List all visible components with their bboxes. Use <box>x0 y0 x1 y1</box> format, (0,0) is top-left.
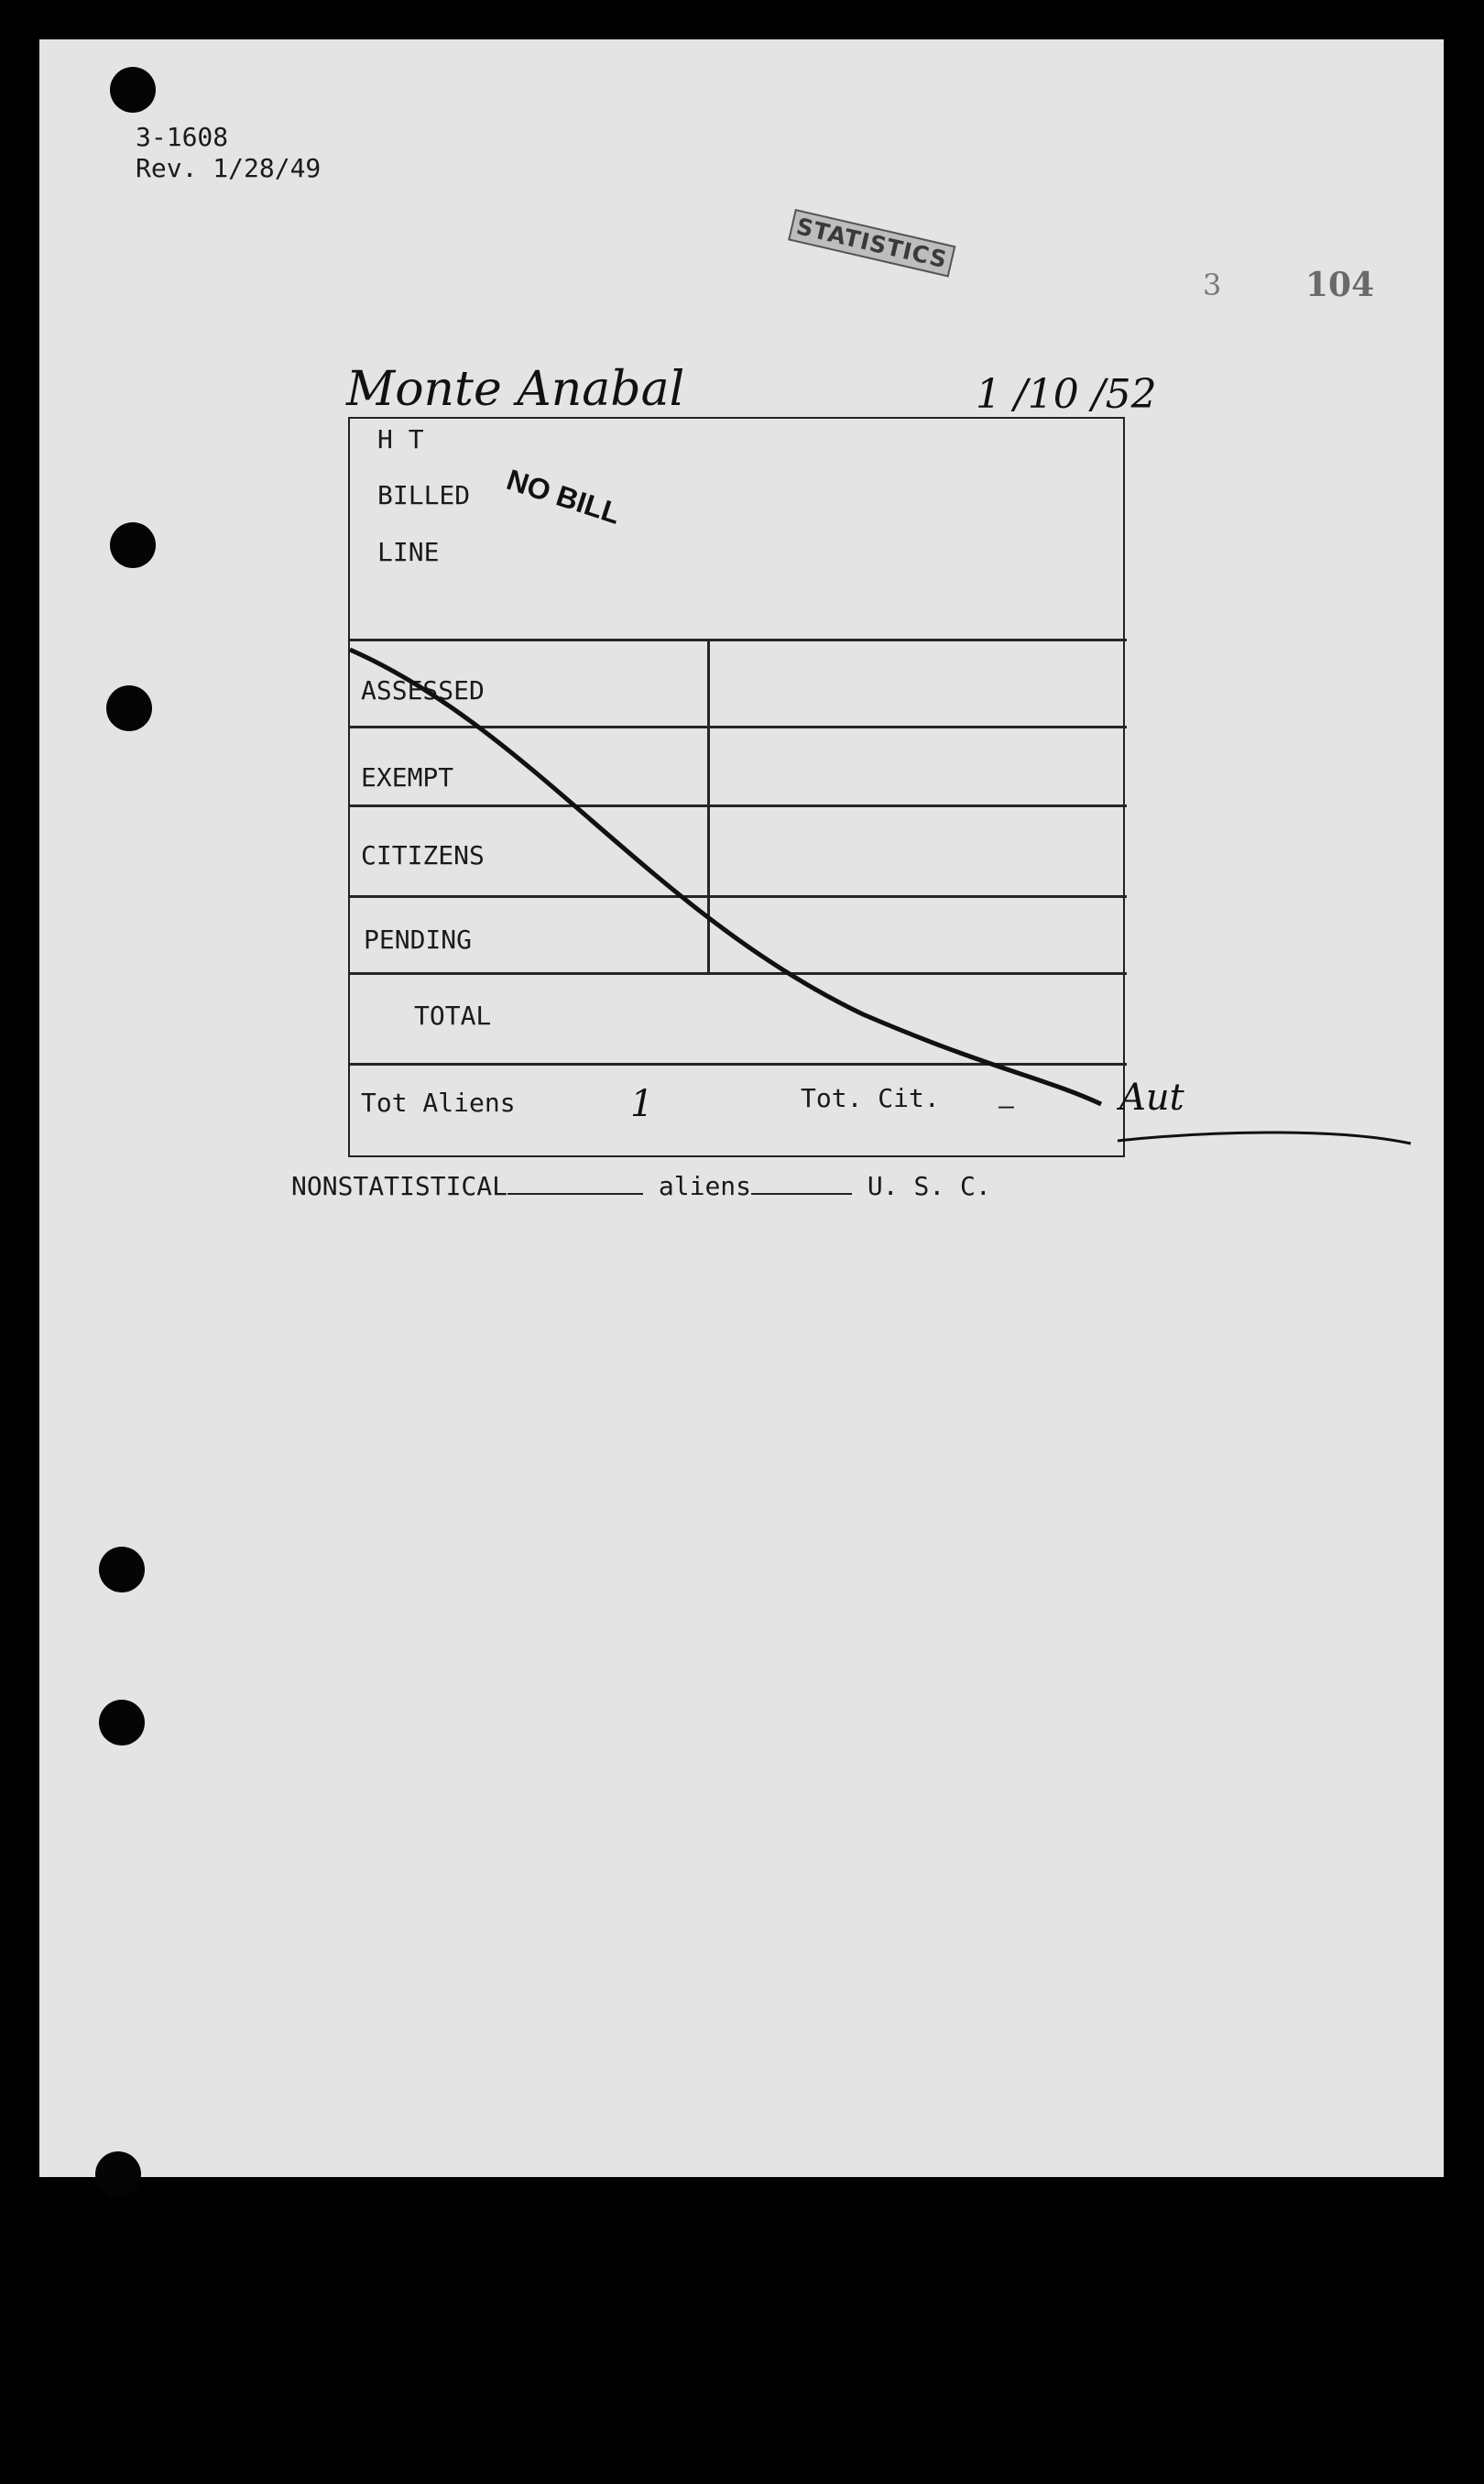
row-label-assessed: ASSESSED <box>361 675 485 706</box>
blank-field <box>751 1173 852 1195</box>
handwritten-date: 1 /10 /52 <box>976 371 1157 418</box>
row-label-pending: PENDING <box>364 925 473 955</box>
revision-date: Rev. 1/28/49 <box>136 153 322 183</box>
statistics-stamp: STATISTICS <box>788 209 955 278</box>
label-billed: BILLED <box>377 480 471 510</box>
blank-field <box>507 1173 643 1195</box>
handwritten-initials: Aut <box>1119 1077 1184 1119</box>
cross-out-line <box>350 419 1127 1159</box>
punch-hole <box>99 1547 145 1592</box>
initials-underline <box>1113 1109 1415 1154</box>
label-line: LINE <box>377 537 440 567</box>
nonstatistical-line <box>291 1171 991 1201</box>
punch-hole <box>95 2151 141 2197</box>
page-number: 104 <box>1305 266 1375 304</box>
punch-hole <box>106 685 152 731</box>
page-mark: 3 <box>1203 268 1222 302</box>
tot-aliens-value: 1 <box>630 1083 654 1125</box>
nonstatistical-label: NONSTATISTICAL <box>291 1171 508 1201</box>
no-bill-stamp: NO BILL <box>502 463 625 531</box>
aliens-label: aliens <box>658 1171 752 1201</box>
punch-hole <box>110 67 156 113</box>
usc-label: U. S. C. <box>867 1171 991 1201</box>
statistics-form <box>348 417 1125 1157</box>
row-label-citizens: CITIZENS <box>361 840 485 870</box>
form-number: 3-1608 <box>136 122 229 152</box>
handwritten-name: Monte Anabal <box>346 362 685 417</box>
total-label: TOTAL <box>414 1001 492 1031</box>
tot-aliens-label: Tot Aliens <box>361 1088 516 1118</box>
label-ht: H T <box>377 424 424 454</box>
form-identifier <box>136 122 321 184</box>
tot-cit-value: — <box>998 1090 1014 1121</box>
punch-hole <box>99 1700 145 1745</box>
row-label-exempt: EXEMPT <box>361 762 454 793</box>
tot-cit-label: Tot. Cit. <box>801 1083 940 1113</box>
punch-hole <box>110 522 156 568</box>
